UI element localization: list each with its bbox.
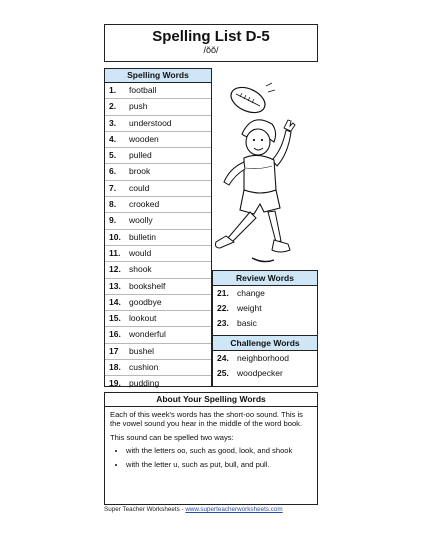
footer-link[interactable]: www.superteacherworksheets.com xyxy=(185,506,283,513)
spelling-word-text: shook xyxy=(129,264,152,275)
spelling-word-text: brook xyxy=(129,166,151,177)
spelling-word-number: 16. xyxy=(109,329,121,340)
challenge-words-heading: Challenge Words xyxy=(213,335,317,351)
review-word-text: change xyxy=(237,288,265,298)
spelling-word-text: woolly xyxy=(129,215,153,226)
spelling-word-number: 3. xyxy=(109,117,117,128)
spelling-word-number: 15. xyxy=(109,313,121,324)
challenge-word-text: woodpecker xyxy=(237,368,283,378)
spelling-word-row xyxy=(105,148,211,164)
about-heading: About Your Spelling Words xyxy=(105,393,317,407)
spelling-word-number: 8. xyxy=(109,199,117,210)
spelling-word-text: push xyxy=(129,101,148,112)
spelling-word-number: 18. xyxy=(109,362,121,373)
spelling-word-row xyxy=(105,246,211,262)
title-box xyxy=(104,24,318,62)
spelling-word-row xyxy=(105,197,211,213)
review-word-text: basic xyxy=(237,318,257,328)
spelling-word-row xyxy=(105,116,211,132)
spelling-word-number: 4. xyxy=(109,133,117,144)
spelling-word-number: 9. xyxy=(109,215,117,226)
spelling-word-row xyxy=(105,230,211,246)
spelling-word-text: goodbye xyxy=(129,296,162,307)
spelling-word-row xyxy=(105,327,211,343)
footer xyxy=(104,506,283,513)
spelling-word-number: 5. xyxy=(109,150,117,161)
challenge-words-list xyxy=(213,351,317,381)
spelling-word-row xyxy=(105,262,211,278)
shirt-icon xyxy=(244,155,276,193)
spelling-word-number: 2. xyxy=(109,101,117,112)
review-words-heading: Review Words xyxy=(213,271,317,286)
about-box xyxy=(104,392,318,505)
spelling-word-row xyxy=(105,99,211,115)
spelling-word-text: bulletin xyxy=(129,231,156,242)
spelling-word-text: lookout xyxy=(129,313,157,324)
review-word-row xyxy=(213,301,317,316)
spelling-words-list xyxy=(105,83,211,408)
review-word-text: weight xyxy=(237,303,262,313)
spelling-word-row xyxy=(105,295,211,311)
spelling-word-text: wooden xyxy=(129,133,159,144)
about-body xyxy=(105,407,317,476)
spelling-word-number: 6. xyxy=(109,166,117,177)
spelling-word-row xyxy=(105,181,211,197)
spelling-word-row xyxy=(105,360,211,376)
spelling-word-row xyxy=(105,376,211,392)
about-paragraph-1: Each of this week's words has the short-oo sound. This is the vowel sound you hear in the middle of the word book. xyxy=(110,410,303,429)
spelling-word-text: crooked xyxy=(129,199,160,210)
spelling-word-number: 10. xyxy=(109,231,121,242)
spelling-word-row xyxy=(105,344,211,360)
review-word-number: 22. xyxy=(217,303,229,313)
review-words-list xyxy=(213,286,317,331)
review-challenge-box xyxy=(212,270,318,387)
challenge-word-number: 24. xyxy=(217,353,229,363)
spelling-word-row xyxy=(105,311,211,327)
spelling-word-number: 17 xyxy=(109,345,119,356)
challenge-word-row xyxy=(213,366,317,381)
spelling-word-text: understood xyxy=(129,117,172,128)
spelling-word-number: 14. xyxy=(109,296,121,307)
review-word-number: 23. xyxy=(217,318,229,328)
page-subtitle: /ŏŏ/ xyxy=(203,45,219,55)
spelling-word-text: football xyxy=(129,85,157,95)
challenge-word-text: neighborhood xyxy=(237,353,289,363)
spelling-word-number: 1. xyxy=(109,85,117,95)
about-bullet-2: • with the letter u, such as put, bull, and pull. xyxy=(126,460,312,469)
spelling-word-text: pulled xyxy=(129,150,152,161)
spelling-word-text: pudding xyxy=(129,378,160,389)
spelling-word-row xyxy=(105,132,211,148)
face-icon xyxy=(246,129,270,155)
challenge-word-number: 25. xyxy=(217,368,229,378)
spelling-word-text: bookshelf xyxy=(129,280,166,291)
spelling-word-row xyxy=(105,83,211,99)
shorts-icon xyxy=(240,190,280,214)
page-title: Spelling List D-5 xyxy=(152,28,270,45)
spelling-word-row xyxy=(105,213,211,229)
spelling-word-number: 7. xyxy=(109,182,117,193)
spelling-word-row xyxy=(105,279,211,295)
spelling-word-number: 11. xyxy=(109,247,121,258)
review-word-number: 21. xyxy=(217,288,229,298)
about-paragraph-2: This sound can be spelled two ways: xyxy=(110,432,234,442)
spelling-word-text: bushel xyxy=(129,345,155,356)
spelling-word-number: 12. xyxy=(109,264,121,275)
spelling-words-heading: Spelling Words xyxy=(105,69,211,83)
about-bullets xyxy=(110,446,312,469)
football-icon xyxy=(227,82,275,117)
spelling-words-box xyxy=(104,68,212,387)
spelling-word-text: wonderful xyxy=(129,329,166,340)
spelling-word-row xyxy=(105,164,211,180)
about-bullet-1: • with the letters oo, such as good, look, and shook xyxy=(126,446,312,455)
footer-text: Super Teacher Worksheets - xyxy=(104,506,186,513)
spelling-word-text: could xyxy=(129,182,150,193)
review-word-row xyxy=(213,316,317,331)
football-player-illustration xyxy=(214,72,318,268)
review-word-row xyxy=(213,286,317,301)
spelling-word-text: would xyxy=(129,247,152,258)
spelling-word-number: 19. xyxy=(109,378,121,389)
challenge-word-row xyxy=(213,351,317,366)
spelling-word-number: 13. xyxy=(109,280,121,291)
spelling-word-text: cushion xyxy=(129,362,159,373)
